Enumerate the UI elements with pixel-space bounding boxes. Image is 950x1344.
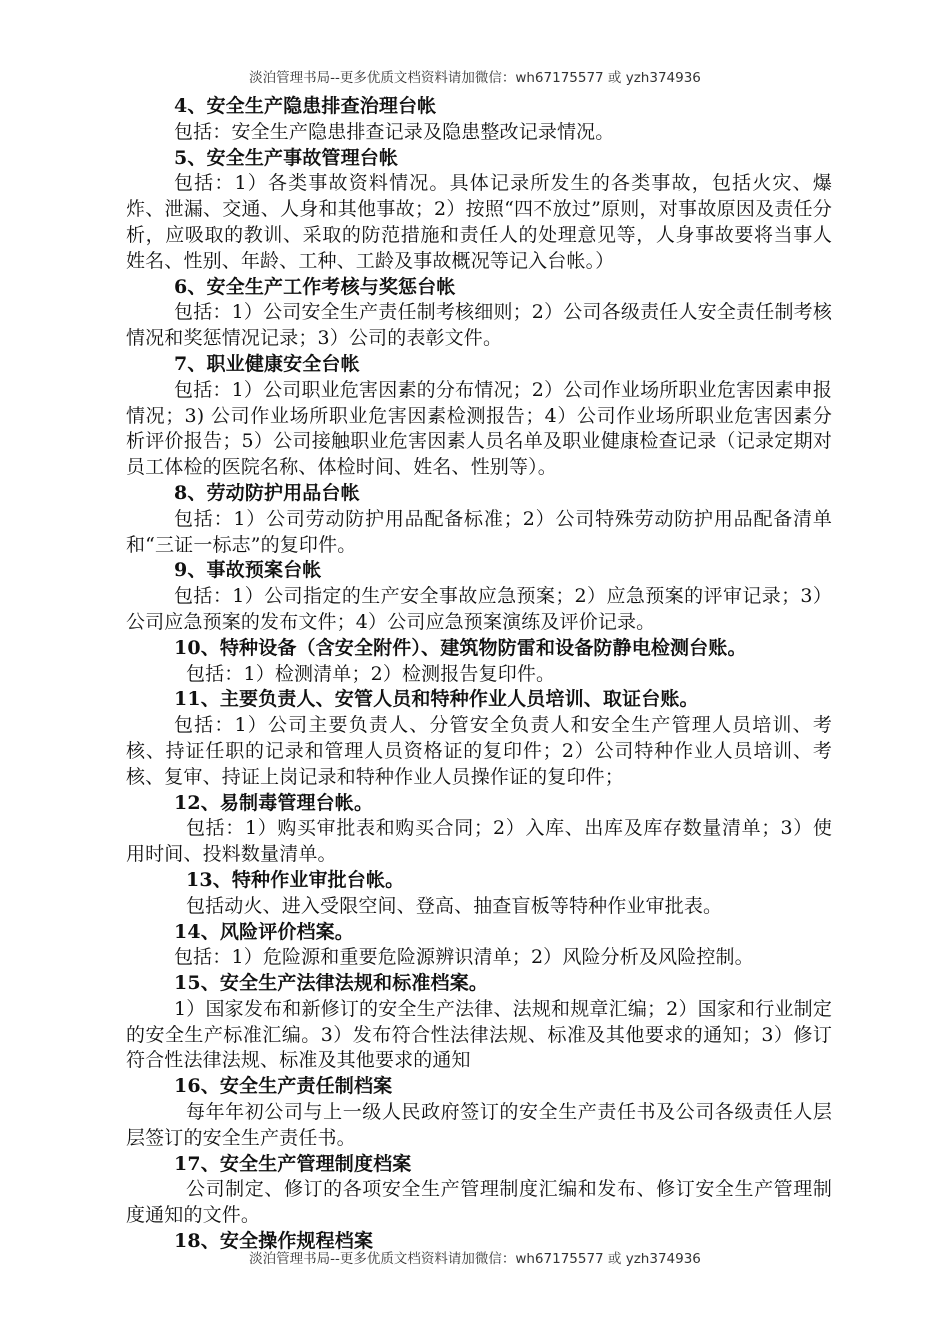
footer-watermark: 淡泊管理书局--更多优质文档资料请加微信：wh67175577 或 yzh374936 [249, 1251, 701, 1267]
section-heading: 4、安全生产隐患排查治理台帐 [174, 95, 437, 117]
document-body [126, 94, 832, 1255]
section-body: 公司制定、修订的各项安全生产管理制度汇编和发布、修订安全生产管理制度通知的文件。 [126, 1178, 832, 1227]
section-body: 包括动火、进入受限空间、登高、抽查盲板等特种作业审批表。 [186, 894, 723, 917]
section-body: 包括：1）各类事故资料情况。具体记录所发生的各类事故，包括火灾、爆炸、泄漏、交通、人身和其他事故；2）按照“四不放过”原则，对事故原因及责任分析，应吸取的教训、采取的防范措施和责任人的处理意见等，人身事故要将当事人姓名、性别、年龄、工种、工龄及事故概况等记入台帐。） [126, 172, 832, 272]
section-heading: 10、特种设备（含安全附件）、建筑物防雷和设备防静电检测台账。 [174, 636, 747, 659]
section-heading: 15、安全生产法律法规和标准档案。 [174, 972, 488, 995]
section-body: 包括：安全生产隐患排查记录及隐患整改记录情况。 [174, 120, 615, 143]
section-body: 包括：1）危险源和重要危险源辨识清单；2）风险分析及风险控制。 [174, 946, 754, 969]
section-body: 包括：1）公司劳动防护用品配备标准；2）公司特殊劳动防护用品配备清单和“三证一标志”的复印件。 [126, 507, 832, 556]
section-heading: 18、安全操作规程档案 [174, 1230, 374, 1253]
section-heading: 16、安全生产责任制档案 [174, 1075, 393, 1098]
section-heading: 11、主要负责人、安管人员和特种作业人员培训、取证台账。 [174, 688, 699, 711]
section-body: 包括：1）公司主要负责人、分管安全负责人和安全生产管理人员培训、考核、持证任职的记录和管理人员资格证的复印件；2）公司特种作业人员培训、考核、复审、持证上岗记录和特种作业人员操作证的复印件； [126, 714, 832, 788]
section-body: 包括：1）公司职业危害因素的分布情况；2）公司作业场所职业危害因素申报情况；3) 公司作业场所职业危害因素检测报告；4）公司作业场所职业危害因素分析评价报告；5）公司接触职业危害因素人员名单及职业健康检查记录（记录定期对员工体检的医院名称、体检时间、姓名、性别等）。 [126, 378, 832, 479]
section-heading: 17、安全生产管理制度档案 [174, 1152, 412, 1175]
header-watermark: 淡泊管理书局--更多优质文档资料请加微信：wh67175577 或 yzh374936 [249, 70, 701, 86]
section-heading: 12、易制毒管理台帐。 [174, 791, 374, 814]
section-heading: 9、事故预案台帐 [174, 559, 322, 582]
section-heading: 13、特种作业审批台帐。 [186, 868, 405, 891]
section-body: 包括：1）公司安全生产责任制考核细则；2）公司各级责任人安全责任制考核情况和奖惩情况记录；3）公司的表彰文件。 [126, 301, 832, 350]
section-heading: 5、安全生产事故管理台帐 [174, 146, 399, 169]
section-body: 包括：1）检测清单；2）检测报告复印件。 [186, 662, 556, 685]
section-heading: 7、职业健康安全台帐 [174, 352, 360, 375]
section-body: 包括：1）公司指定的生产安全事故应急预案；2）应急预案的评审记录；3）公司应急预案的发布文件；4）公司应急预案演练及评价记录。 [126, 585, 832, 633]
section-heading: 14、风险评价档案。 [174, 920, 354, 943]
section-body: 每年年初公司与上一级人民政府签订的安全生产责任书及公司各级责任人层层签订的安全生产责任书。 [126, 1101, 832, 1149]
section-body: 包括：1）购买审批表和购买合同；2）入库、出库及库存数量清单；3）使用时间、投料数量清单。 [126, 817, 832, 866]
section-heading: 6、安全生产工作考核与奖惩台帐 [174, 275, 456, 298]
section-heading: 8、劳动防护用品台帐 [174, 481, 360, 504]
section-body: 1）国家发布和新修订的安全生产法律、法规和规章汇编；2）国家和行业制定的安全生产标准汇编。3）发布符合性法律法规、标准及其他要求的通知；3）修订符合性法律法规、标准及其他要求的通知 [126, 997, 832, 1072]
